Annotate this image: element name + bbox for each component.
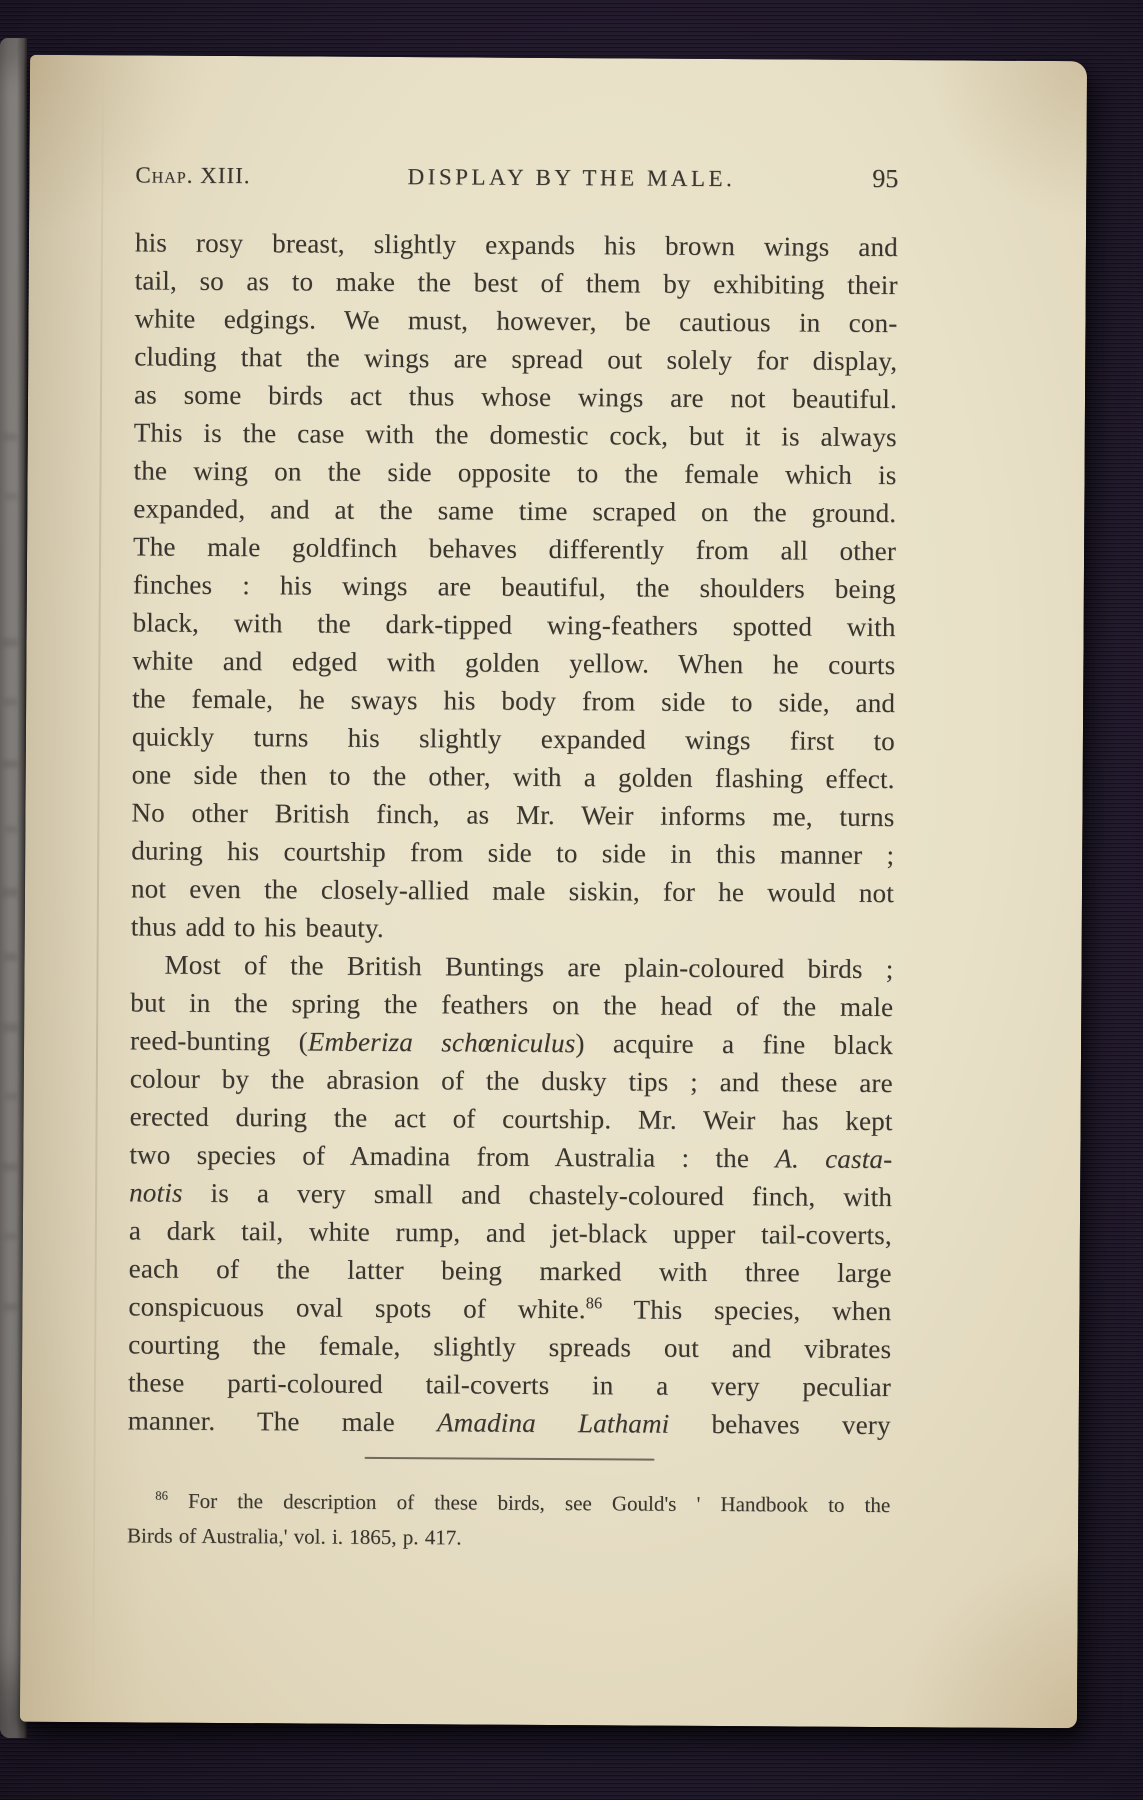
page-edge-smudge — [5, 493, 17, 500]
page-title: DISPLAY BY THE MALE. — [407, 164, 736, 192]
species-name: Amadina Lathami — [436, 1407, 670, 1439]
text-line — [133, 565, 896, 608]
species-name: notis — [129, 1177, 183, 1208]
text-run: For the description of these birds, see Gould's ' Handbook to the — [167, 1488, 891, 1518]
text-run: the wing on the side opposite to the female which is — [133, 455, 897, 491]
text-line — [133, 527, 896, 570]
text-run: his rosy breast, slightly expands his brown wings and — [134, 227, 899, 263]
footnote-marker: 86 — [585, 1294, 603, 1313]
text-run: expanded, and at the same time scraped on the ground. — [133, 493, 897, 529]
text-run: manner. The male — [127, 1405, 438, 1438]
text-run: one side then to the other, with a golden flashing effect. — [131, 759, 895, 795]
page-edge-smudge — [5, 1093, 17, 1100]
text-line — [131, 907, 894, 950]
text-run: ) acquire a fine black — [575, 1028, 894, 1061]
text-run: white edgings. We must, however, be cautious in con- — [134, 303, 898, 339]
body-text — [128, 223, 898, 1444]
page-edge-smudge — [5, 826, 17, 833]
footnote-marker: 86 — [155, 1488, 168, 1503]
text-line — [134, 413, 897, 456]
text-line — [133, 603, 896, 646]
page-edge-smudge — [4, 953, 17, 961]
text-line — [135, 261, 898, 304]
text-line — [127, 1483, 890, 1523]
text-line — [132, 679, 895, 722]
text-line — [128, 1401, 891, 1444]
text-line — [130, 1059, 893, 1102]
text-line — [127, 1518, 890, 1558]
text-line — [130, 1097, 893, 1140]
text-line — [129, 1249, 892, 1292]
page-edge-smudge — [2, 1163, 17, 1171]
text-line — [132, 717, 895, 760]
text-run: quickly turns his slightly expanded wings first to — [131, 721, 896, 757]
page-edge-smudge — [2, 888, 18, 897]
text-line — [134, 375, 897, 418]
text-line — [131, 869, 894, 912]
page-edge-smudge — [3, 760, 18, 768]
species-name: Emberiza schœniculus — [307, 1026, 576, 1059]
text-run: tail, so as to make the best of them by exhibiting their — [134, 265, 898, 301]
text-line — [133, 451, 896, 494]
text-run: Most of the British Buntings are plain-coloured birds ; — [164, 949, 894, 985]
text-run: thus add to his beauty. — [130, 911, 384, 943]
text-run: a dark tail, white rump, and jet-black upper tail-coverts, — [128, 1215, 892, 1251]
page-edge-smudge — [3, 433, 17, 441]
text-run: courting the female, slightly spreads out and vibrates — [128, 1329, 892, 1365]
text-line — [132, 641, 895, 684]
text-run: the female, he sways his body from side to side, and — [132, 683, 896, 719]
text-run: The male goldfinch behaves differently from all other — [133, 531, 897, 567]
text-run: but in the spring the feathers on the head of the male — [130, 987, 894, 1023]
footnote — [127, 1483, 890, 1558]
text-line — [135, 223, 898, 266]
text-line — [129, 1173, 892, 1216]
text-run: cluding that the wings are spread out solely for display, — [134, 341, 898, 377]
page-edge-smudge — [3, 1303, 17, 1311]
page-content — [21, 159, 1086, 1559]
text-run: This is the case with the domestic cock, but it is always — [133, 417, 897, 453]
text-line — [130, 983, 893, 1026]
text-run: conspicuous oval spots of white. — [128, 1291, 586, 1325]
text-run: black, with the dark-tipped wing-feathers spotted with — [132, 607, 896, 643]
text-run: finches : his wings are beautiful, the shoulders being — [132, 569, 896, 605]
page-edge-smudge — [3, 1023, 18, 1032]
footnote-rule — [364, 1457, 654, 1461]
text-run: as some birds act thus whose wings are not beautiful. — [133, 379, 898, 415]
running-head — [135, 159, 898, 192]
book-page — [20, 55, 1087, 1728]
text-line — [132, 755, 895, 798]
page-edge-smudge — [4, 698, 17, 706]
text-run: during his courtship from side to side in this manner ; — [131, 835, 895, 871]
text-run: not even the closely-allied male siskin, for he would not — [130, 873, 895, 909]
text-run: colour by the abrasion of the dusky tips ; and these are — [129, 1063, 893, 1099]
text-run: white and edged with golden yellow. When he courts — [132, 645, 896, 681]
text-run: Birds of Australia,' vol. i. 1865, p. 417. — [126, 1523, 462, 1550]
text-line — [128, 1325, 891, 1368]
text-run: two species of Amadina from Australia : the — [129, 1139, 776, 1174]
text-line — [134, 337, 897, 380]
text-line — [128, 1363, 891, 1406]
text-line — [129, 1211, 892, 1254]
page-edge-smudge — [4, 1233, 16, 1240]
text-line — [129, 1135, 892, 1178]
text-line — [131, 831, 894, 874]
text-run: reed-bunting ( — [129, 1025, 308, 1057]
text-run: each of the latter being marked with three large — [128, 1253, 892, 1289]
text-line — [130, 945, 893, 988]
text-line — [131, 793, 894, 836]
text-line — [134, 299, 897, 342]
text-line — [130, 1021, 893, 1064]
text-line — [133, 489, 896, 532]
text-run: behaves very — [669, 1408, 891, 1441]
text-run: This species, when — [602, 1294, 892, 1327]
species-name: A. casta- — [775, 1143, 893, 1175]
text-line — [128, 1287, 891, 1330]
text-run: these parti-coloured tail-coverts in a very peculiar — [127, 1367, 892, 1403]
text-run: No other British finch, as Mr. Weir informs me, turns — [131, 797, 895, 833]
page-number: 95 — [872, 163, 899, 194]
page-edge-smudge — [2, 638, 18, 647]
text-run: is a very small and chastely-coloured finch, with — [182, 1177, 893, 1213]
chapter-label: Chap. XIII. — [135, 162, 251, 189]
text-run: erected during the act of courtship. Mr. Weir has kept — [129, 1101, 893, 1137]
